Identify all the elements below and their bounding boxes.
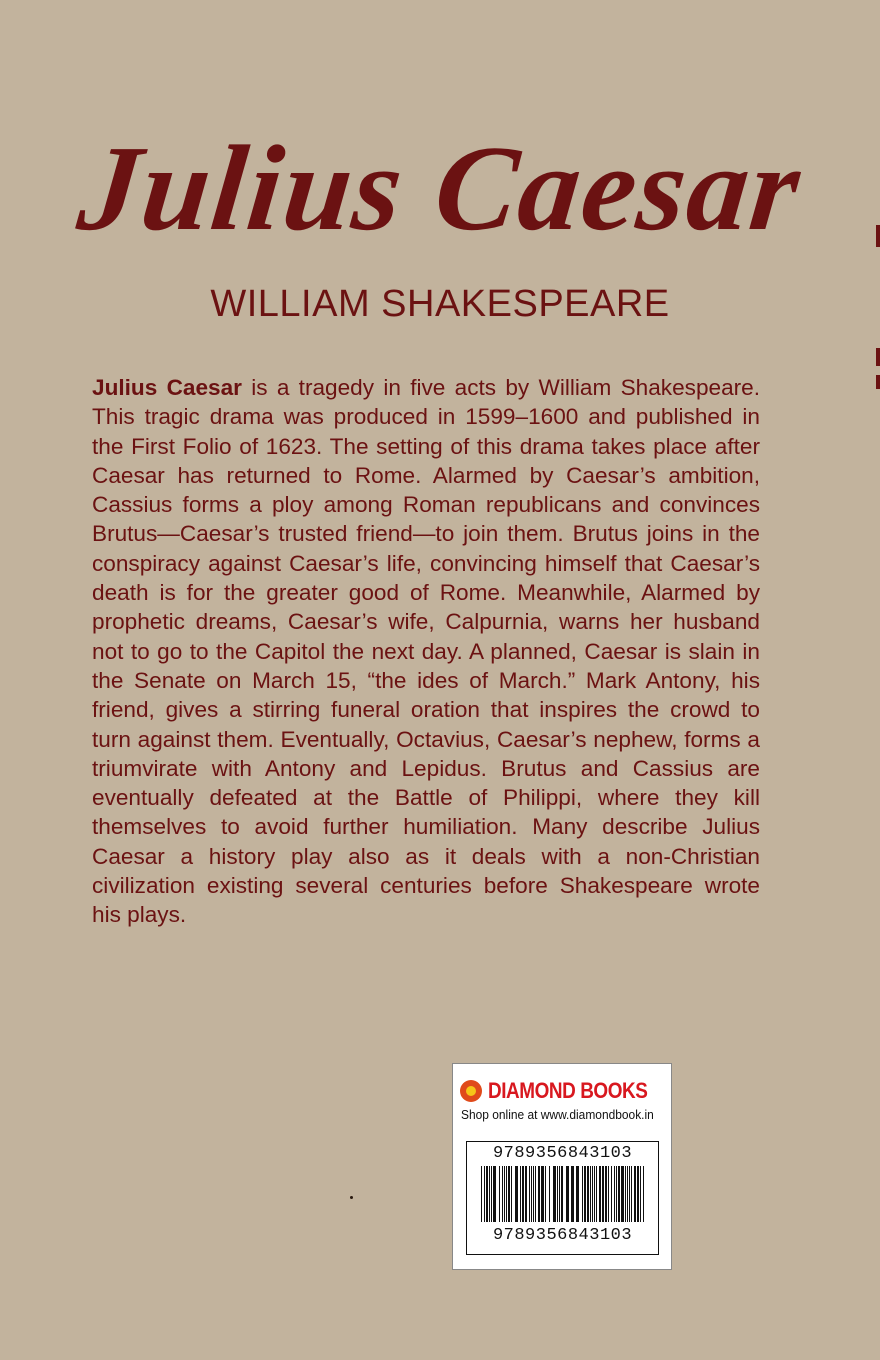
- barcode-bar: [592, 1166, 593, 1222]
- barcode-bar: [602, 1166, 604, 1222]
- book-description: [92, 373, 760, 930]
- barcode-bar: [599, 1166, 601, 1222]
- isbn-number-top: 9789356843103: [492, 1144, 633, 1163]
- barcode-bar: [614, 1166, 615, 1222]
- barcode-bar: [566, 1166, 569, 1222]
- spine-edge-mark: [876, 348, 880, 366]
- barcode-bar: [506, 1166, 507, 1222]
- diamond-logo-icon: [460, 1080, 482, 1102]
- print-dot: [350, 1196, 353, 1199]
- publisher-brand: [460, 1078, 673, 1104]
- barcode-bar: [629, 1166, 630, 1222]
- barcode-bar: [489, 1166, 490, 1222]
- barcode-bar: [525, 1166, 527, 1222]
- barcode-bar: [535, 1166, 536, 1222]
- barcode-bar: [553, 1166, 556, 1222]
- barcode-bar: [605, 1166, 607, 1222]
- barcode-bar: [502, 1166, 503, 1222]
- publisher-name: DIAMOND BOOKS: [488, 1078, 648, 1103]
- publisher-label: [452, 1063, 672, 1270]
- barcode-bar: [559, 1166, 560, 1222]
- isbn-barcode: [466, 1141, 659, 1255]
- barcode-bar: [561, 1166, 563, 1222]
- spine-edge-mark: [876, 225, 880, 247]
- barcode-bar: [531, 1166, 532, 1222]
- barcode-bar: [533, 1166, 534, 1222]
- barcode-bar: [529, 1166, 530, 1222]
- barcode-bar: [499, 1166, 500, 1222]
- barcode-bar: [637, 1166, 639, 1222]
- barcode-bar: [520, 1166, 521, 1222]
- barcode-bar: [621, 1166, 624, 1222]
- barcode-bar: [627, 1166, 628, 1222]
- description-title: Julius Caesar: [92, 375, 242, 400]
- barcode-bar: [594, 1166, 595, 1222]
- description-text: is a tragedy in five acts by William Shakespeare. This tragic drama was produced in 1599–1600 and published in the First Folio of 1623. The setting of this drama takes place after Caesar has returned to Rome. Alarmed by Caesar’s ambition, Cassius forms a ploy among Roman republicans and convinces Brutus—Caesar’s trusted friend—to join them. Brutus joins in the conspiracy against Caesar’s life, convincing himself that Caesar’s death is for the greater good of Rome. Meanwhile, Alarmed by prophetic dreams, Caesar’s wife, Calpurnia, warns her husband not to go to the Capitol the next day. A planned, Caesar is slain in the Senate on March 15, “the ides of March.” Mark Antony, his friend, gives a stirring funeral oration that inspires the crowd to turn against them. Eventually, Octavius, Caesar’s nephew, forms a triumvirate with Antony and Lepidus. Brutus and Cassius are eventually defeated at the Battle of Philippi, where they kill themselves to avoid further humiliation. Many describe Julius Caesar a history play also as it deals with a non-Christian civilization existing several centuries before Shakespeare wrote his plays.: [92, 375, 761, 928]
- barcode-bar: [484, 1166, 485, 1222]
- barcode-bar: [625, 1166, 626, 1222]
- barcode-bar: [571, 1166, 574, 1222]
- barcode-bar: [549, 1166, 550, 1222]
- barcode-bar: [618, 1166, 620, 1222]
- barcode-bar: [640, 1166, 641, 1222]
- barcode-bar: [508, 1166, 510, 1222]
- barcode-bar: [481, 1166, 482, 1222]
- barcode-bar: [587, 1166, 589, 1222]
- barcode-bar: [522, 1166, 524, 1222]
- barcode-bar: [608, 1166, 609, 1222]
- barcode-bar: [584, 1166, 586, 1222]
- barcode-bar: [596, 1166, 597, 1222]
- spine-edge-mark: [876, 375, 880, 389]
- barcode-bar: [541, 1166, 544, 1222]
- barcode-bar: [634, 1166, 636, 1222]
- barcode-bar: [545, 1166, 546, 1222]
- barcode-bar: [643, 1166, 644, 1222]
- barcode-bar: [557, 1166, 558, 1222]
- barcode-bar: [616, 1166, 617, 1222]
- barcode-bar: [576, 1166, 579, 1222]
- barcode-bar: [582, 1166, 583, 1222]
- barcode-bar: [511, 1166, 512, 1222]
- author-name: WILLIAM SHAKESPEARE: [210, 283, 670, 325]
- isbn-number-bottom: 9789356843103: [492, 1226, 633, 1245]
- shop-online-text: Shop online at www.diamondbook.in: [461, 1107, 654, 1122]
- book-title: Julius Caesar: [72, 121, 808, 256]
- barcode-bar: [611, 1166, 612, 1222]
- barcode-bar: [538, 1166, 540, 1222]
- barcode-bar: [504, 1166, 505, 1222]
- barcode-bar: [515, 1166, 518, 1222]
- barcode-bar: [491, 1166, 492, 1222]
- barcode-bars: [481, 1166, 644, 1222]
- barcode-bar: [631, 1166, 632, 1222]
- barcode-bar: [486, 1166, 488, 1222]
- barcode-bar: [590, 1166, 591, 1222]
- barcode-bar: [493, 1166, 496, 1222]
